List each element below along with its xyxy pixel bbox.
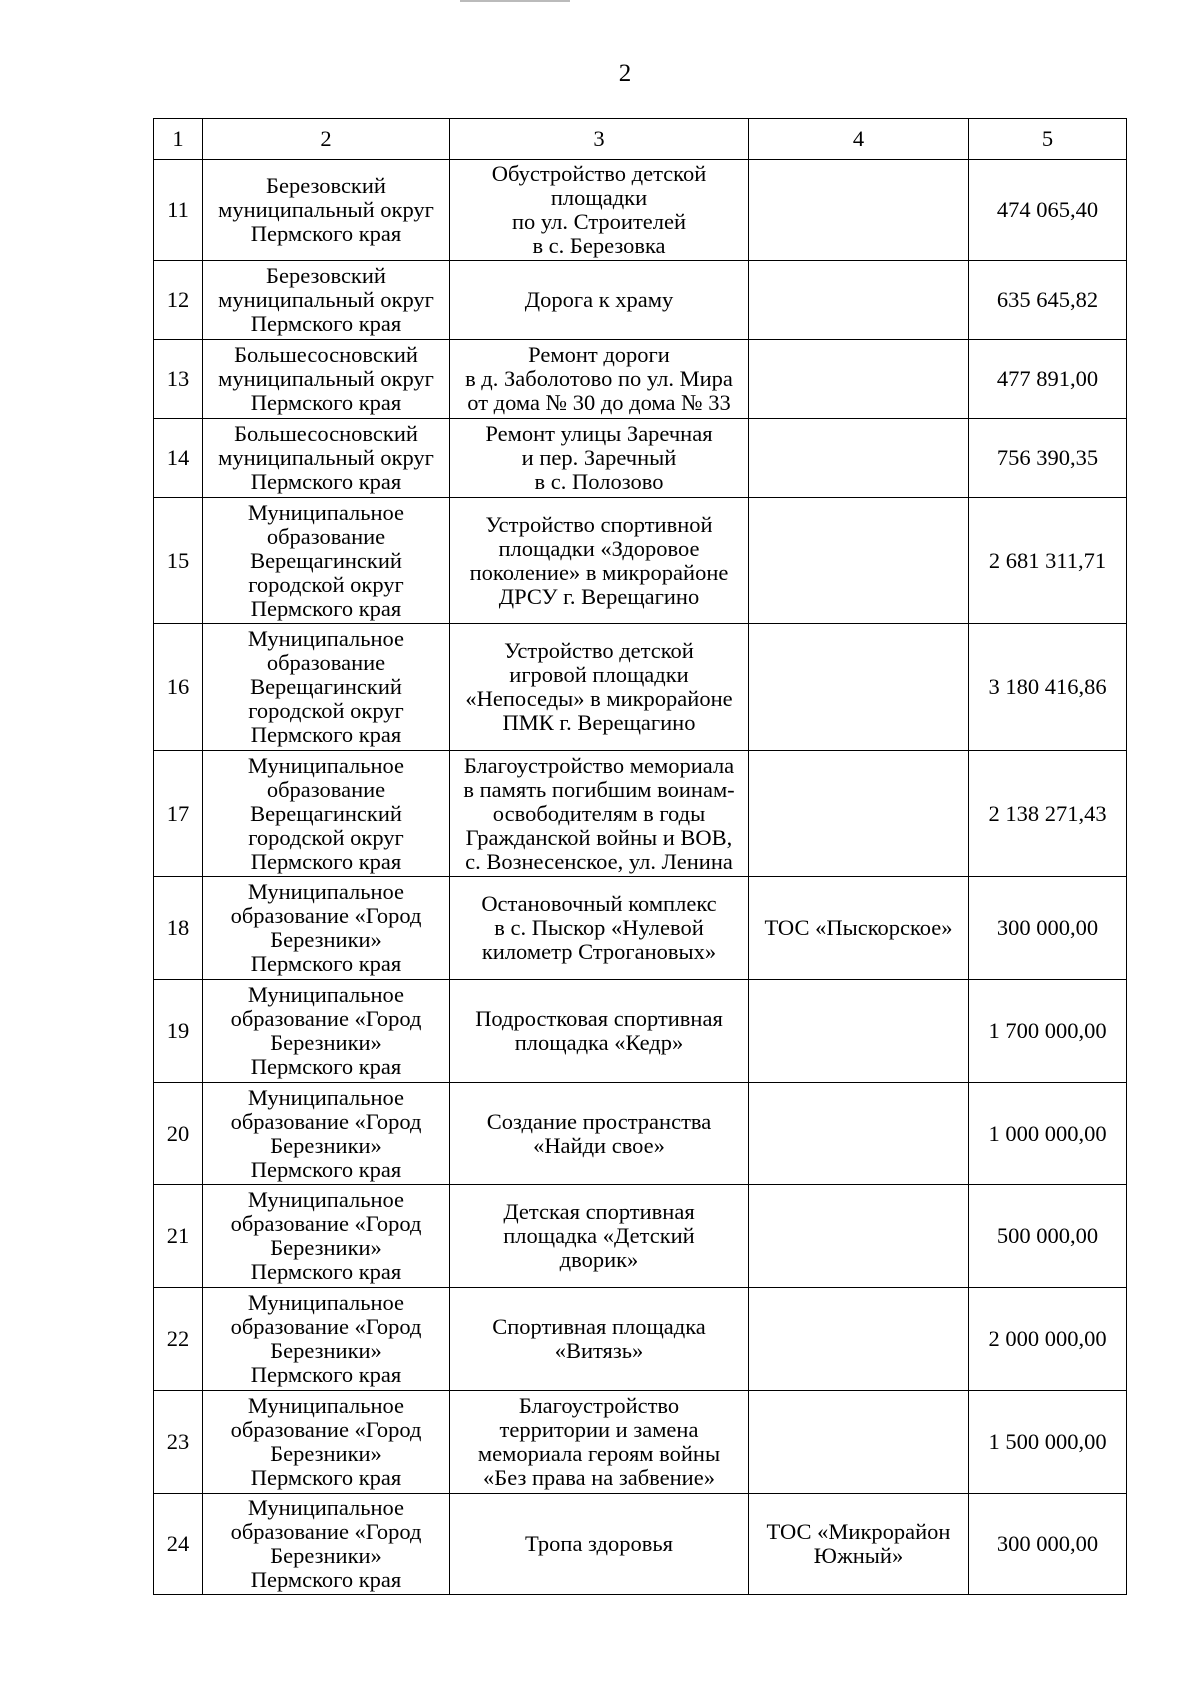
municipality-cell: Березовский муниципальный округ Пермского края (203, 261, 450, 340)
table-row (154, 498, 1127, 624)
page-number: 2 (618, 60, 632, 87)
municipality-cell: Муниципальное образование Верещагинский городской округ Пермского края (203, 751, 450, 877)
municipality-cell: Большесосновский муниципальный округ Пермского края (203, 419, 450, 498)
project-cell: Обустройство детской площадки по ул. Строителей в с. Березовка (450, 160, 749, 261)
initiator-cell (749, 1185, 969, 1288)
initiator-cell (749, 1083, 969, 1185)
table-row (154, 1083, 1127, 1185)
row-number: 14 (154, 419, 203, 498)
header-col-5: 5 (969, 119, 1127, 160)
amount-cell: 474 065,40 (969, 160, 1127, 261)
project-cell: Спортивная площадка «Витязь» (450, 1288, 749, 1391)
municipality-cell: Муниципальное образование «Город Березники» Пермского края (203, 1494, 450, 1595)
row-number: 19 (154, 980, 203, 1083)
municipality-cell: Березовский муниципальный округ Пермского края (203, 160, 450, 261)
initiator-cell (749, 261, 969, 340)
row-number: 22 (154, 1288, 203, 1391)
table-row (154, 1185, 1127, 1288)
table-row (154, 877, 1127, 980)
row-number: 17 (154, 751, 203, 877)
initiator-cell: ТОС «Микрорайон Южный» (749, 1494, 969, 1595)
municipality-cell: Муниципальное образование «Город Березники» Пермского края (203, 1391, 450, 1494)
row-number: 21 (154, 1185, 203, 1288)
initiator-cell: ТОС «Пыскорское» (749, 877, 969, 980)
header-col-3: 3 (450, 119, 749, 160)
amount-cell: 1 700 000,00 (969, 980, 1127, 1083)
municipality-cell: Муниципальное образование «Город Березники» Пермского края (203, 1083, 450, 1185)
municipality-cell: Муниципальное образование «Город Березники» Пермского края (203, 980, 450, 1083)
amount-cell: 500 000,00 (969, 1185, 1127, 1288)
table-row (154, 751, 1127, 877)
row-number: 13 (154, 340, 203, 419)
project-cell: Дорога к храму (450, 261, 749, 340)
municipality-cell: Муниципальное образование «Город Березники» Пермского края (203, 1288, 450, 1391)
project-cell: Детская спортивная площадка «Детский дворик» (450, 1185, 749, 1288)
initiator-cell (749, 340, 969, 419)
initiator-cell (749, 498, 969, 624)
amount-cell: 2 681 311,71 (969, 498, 1127, 624)
row-number: 20 (154, 1083, 203, 1185)
project-cell: Подростковая спортивная площадка «Кедр» (450, 980, 749, 1083)
row-number: 16 (154, 624, 203, 751)
row-number: 18 (154, 877, 203, 980)
municipality-cell: Муниципальное образование «Город Березники» Пермского края (203, 1185, 450, 1288)
table-row (154, 624, 1127, 751)
table-row (154, 419, 1127, 498)
row-number: 11 (154, 160, 203, 261)
projects-table (153, 118, 1127, 1595)
amount-cell: 300 000,00 (969, 877, 1127, 980)
table-row (154, 1494, 1127, 1595)
project-cell: Благоустройство мемориала в память погибшим воинам- освободителям в годы Гражданской войны и ВОВ, с. Вознесенское, ул. Ленина (450, 751, 749, 877)
project-cell: Тропа здоровья (450, 1494, 749, 1595)
table-header-row (154, 119, 1127, 160)
amount-cell: 635 645,82 (969, 261, 1127, 340)
initiator-cell (749, 751, 969, 877)
initiator-cell (749, 419, 969, 498)
project-cell: Остановочный комплекс в с. Пыскор «Нулевой километр Строгановых» (450, 877, 749, 980)
municipality-cell: Муниципальное образование Верещагинский городской округ Пермского края (203, 498, 450, 624)
table-row (154, 980, 1127, 1083)
amount-cell: 477 891,00 (969, 340, 1127, 419)
municipality-cell: Муниципальное образование Верещагинский городской округ Пермского края (203, 624, 450, 751)
table-row (154, 1391, 1127, 1494)
row-number: 15 (154, 498, 203, 624)
amount-cell: 1 500 000,00 (969, 1391, 1127, 1494)
header-col-1: 1 (154, 119, 203, 160)
amount-cell: 3 180 416,86 (969, 624, 1127, 751)
amount-cell: 2 138 271,43 (969, 751, 1127, 877)
table-row (154, 1288, 1127, 1391)
amount-cell: 300 000,00 (969, 1494, 1127, 1595)
table-row (154, 340, 1127, 419)
project-cell: Ремонт улицы Заречная и пер. Заречный в с. Полозово (450, 419, 749, 498)
initiator-cell (749, 1391, 969, 1494)
project-cell: Создание пространства «Найди свое» (450, 1083, 749, 1185)
scan-artifact (460, 0, 570, 2)
initiator-cell (749, 980, 969, 1083)
project-cell: Устройство спортивной площадки «Здоровое поколение» в микрорайоне ДРСУ г. Верещагино (450, 498, 749, 624)
amount-cell: 1 000 000,00 (969, 1083, 1127, 1185)
header-col-4: 4 (749, 119, 969, 160)
amount-cell: 756 390,35 (969, 419, 1127, 498)
initiator-cell (749, 160, 969, 261)
row-number: 24 (154, 1494, 203, 1595)
row-number: 12 (154, 261, 203, 340)
project-cell: Благоустройство территории и замена мемориала героям войны «Без права на забвение» (450, 1391, 749, 1494)
header-col-2: 2 (203, 119, 450, 160)
amount-cell: 2 000 000,00 (969, 1288, 1127, 1391)
table-row (154, 160, 1127, 261)
table-row (154, 261, 1127, 340)
municipality-cell: Большесосновский муниципальный округ Пермского края (203, 340, 450, 419)
initiator-cell (749, 624, 969, 751)
initiator-cell (749, 1288, 969, 1391)
municipality-cell: Муниципальное образование «Город Березники» Пермского края (203, 877, 450, 980)
project-cell: Ремонт дороги в д. Заболотово по ул. Мира от дома № 30 до дома № 33 (450, 340, 749, 419)
project-cell: Устройство детской игровой площадки «Непоседы» в микрорайоне ПМК г. Верещагино (450, 624, 749, 751)
row-number: 23 (154, 1391, 203, 1494)
